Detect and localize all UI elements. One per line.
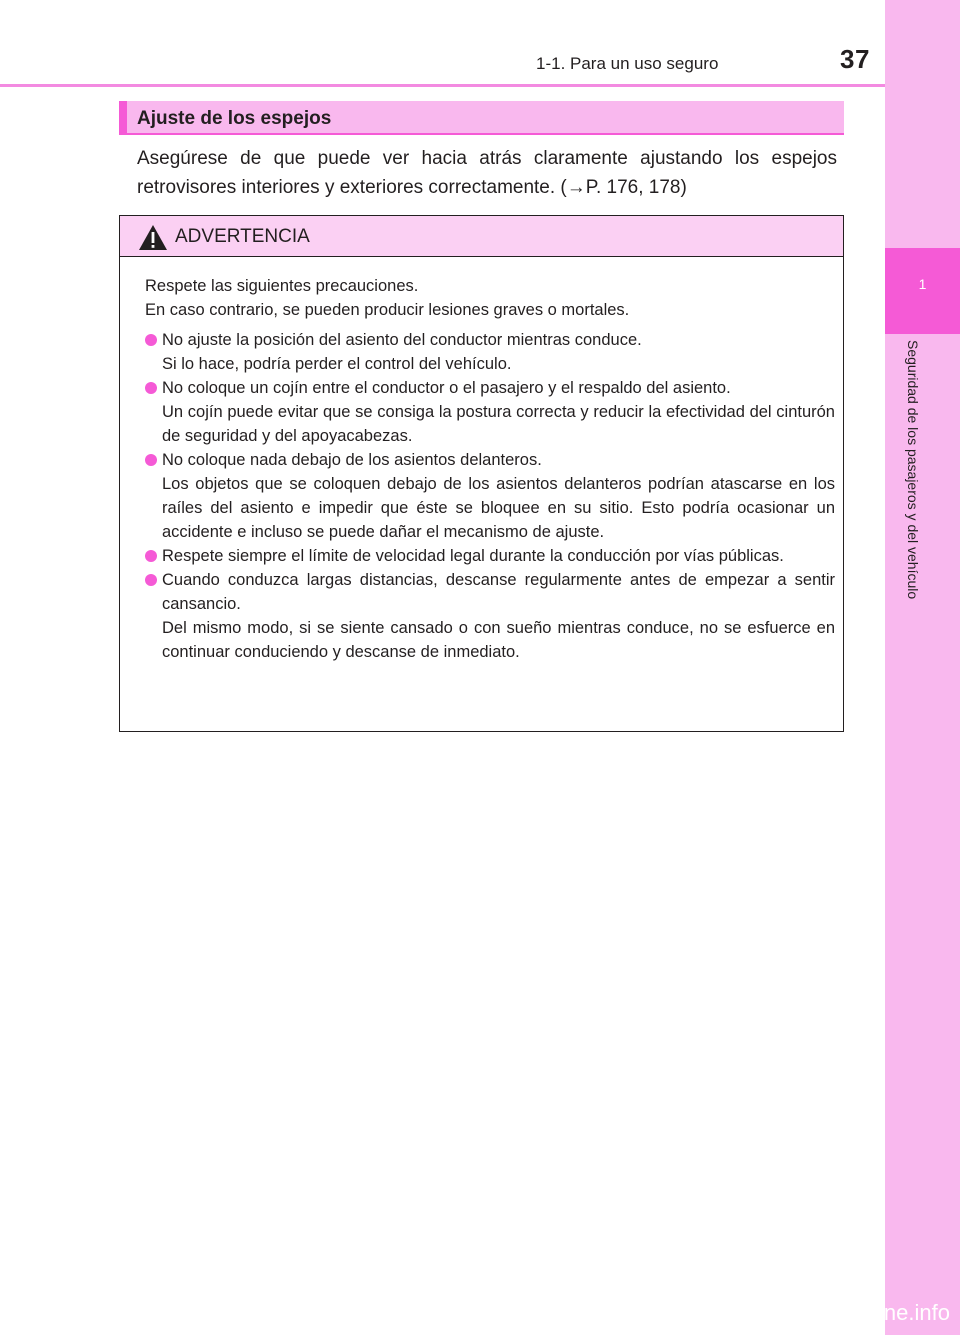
warning-lead-line: Respete las siguientes precauciones. — [145, 277, 419, 295]
warning-item — [145, 544, 835, 568]
warning-item-detail: Del mismo modo, si se siente cansado o con sueño mientras conduce, no se esfuerce en continuar conduciendo y descanse de inmediato. — [162, 619, 835, 661]
watermark: carmanualsonline.info — [735, 1300, 950, 1325]
warning-lead — [145, 274, 835, 322]
header-rule — [0, 84, 885, 87]
bullet-icon — [145, 574, 157, 586]
warning-lead-line: En caso contrario, se pueden producir lesiones graves o mortales. — [145, 301, 630, 319]
side-tab — [885, 0, 960, 1335]
warning-item-text: No coloque un cojín entre el conductor o el pasajero y el respaldo del asiento. — [162, 379, 731, 397]
warning-title: ADVERTENCIA — [175, 226, 310, 247]
section-bar-rule — [119, 133, 844, 135]
section-bar-accent — [119, 101, 127, 134]
warning-item-detail: Si lo hace, podría perder el control del vehículo. — [162, 355, 512, 373]
page-number: 37 — [840, 44, 870, 74]
warning-item-text: No ajuste la posición del asiento del conductor mientras conduce. — [162, 331, 642, 349]
warning-header — [120, 216, 843, 257]
intro-paragraph: Asegúrese de que puede ver hacia atrás claramente ajustando los espejos retrovisores interiores y exteriores correctamente. (→P. 176, 178) — [137, 148, 837, 198]
warning-item — [145, 448, 835, 544]
bullet-icon — [145, 334, 157, 346]
warning-item-text: Respete siempre el límite de velocidad legal durante la conducción por vías públicas. — [162, 547, 784, 565]
bullet-icon — [145, 550, 157, 562]
warning-item-detail: Un cojín puede evitar que se consiga la postura correcta y reducir la efectividad del cinturón de seguridad y del apoyacabezas. — [162, 403, 835, 445]
bullet-icon — [145, 454, 157, 466]
bullet-icon — [145, 382, 157, 394]
warning-item — [145, 376, 835, 448]
warning-triangle-icon — [138, 224, 168, 251]
section-title: Ajuste de los espejos — [137, 108, 332, 129]
warning-item-detail: Los objetos que se coloquen debajo de los asientos delanteros podrían atascarse en los raíles del asiento e impedir que éste se bloquee en su sitio. Esto podría ocasionar un accidente e incluso se puede dañar el mecanismo de ajuste. — [162, 475, 835, 541]
warning-box — [119, 215, 844, 732]
warning-item-text: No coloque nada debajo de los asientos delanteros. — [162, 451, 542, 469]
warning-item-text: Cuando conduzca largas distancias, descanse regularmente antes de empezar a sentir cansancio. — [162, 571, 835, 613]
header-section: 1-1. Para un uso seguro — [536, 54, 719, 73]
chapter-number: 1 — [918, 276, 927, 292]
warning-item — [145, 328, 835, 376]
chapter-title: Seguridad de los pasajeros y del vehículo — [905, 340, 921, 600]
warning-item — [145, 568, 835, 664]
warning-body — [145, 274, 835, 664]
